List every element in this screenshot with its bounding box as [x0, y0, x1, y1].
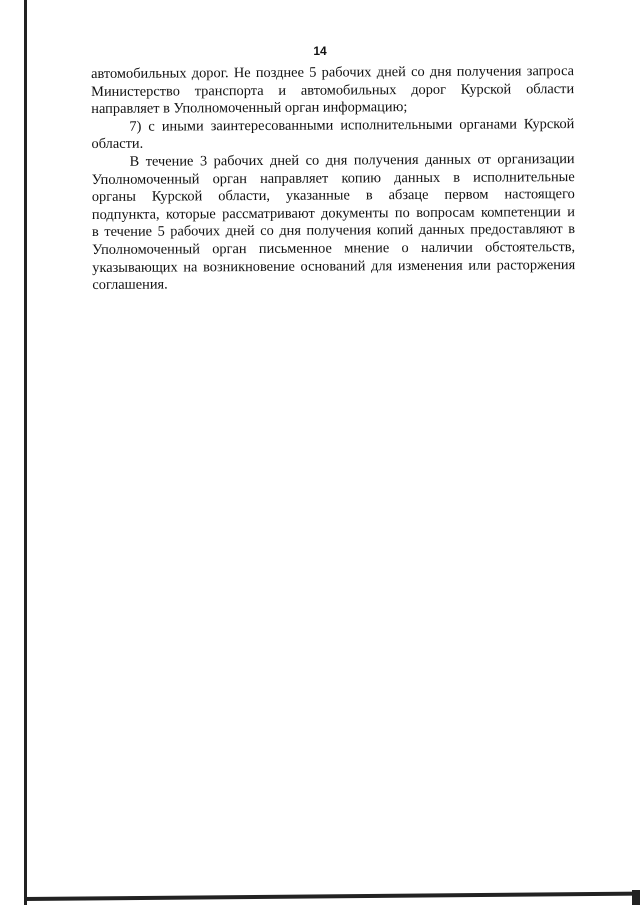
- text-line: Уполномоченный орган направляет копию данных в исполнительные: [91, 168, 575, 188]
- text-line: Министерство транспорта и автомобильных дорог Курской области: [91, 80, 575, 100]
- text-line: Уполномоченный орган письменное мнение о наличии обстоятельств,: [92, 238, 576, 258]
- text-line: в течение 5 рабочих дней со дня получения копий данных предоставляют в: [91, 221, 576, 241]
- text-line: органы Курской области, указанные в абзаце первом настоящего: [91, 186, 575, 206]
- text-line: соглашения.: [92, 276, 168, 294]
- scan-left-border: [24, 0, 27, 905]
- scan-bottom-border: [24, 892, 640, 901]
- text-line: подпункта, которые рассматривают документы по вопросам компетенции и: [91, 203, 575, 223]
- body-text: [91, 63, 575, 295]
- text-line: области.: [91, 136, 144, 153]
- text-line: указывающих на возникновение оснований для изменения или расторжения: [92, 256, 576, 276]
- page-number: 14: [313, 44, 327, 58]
- scan-corner-mark: [632, 890, 640, 905]
- text-line: 7) с иными заинтересованными исполнительными органами Курской: [129, 115, 575, 135]
- text-line: автомобильных дорог. Не позднее 5 рабочих дней со дня получения запроса: [91, 63, 575, 82]
- text-line: В течение 3 рабочих дней со дня получения данных от организации: [129, 151, 575, 170]
- text-line: направляет в Уполномоченный орган информацию;: [91, 99, 408, 118]
